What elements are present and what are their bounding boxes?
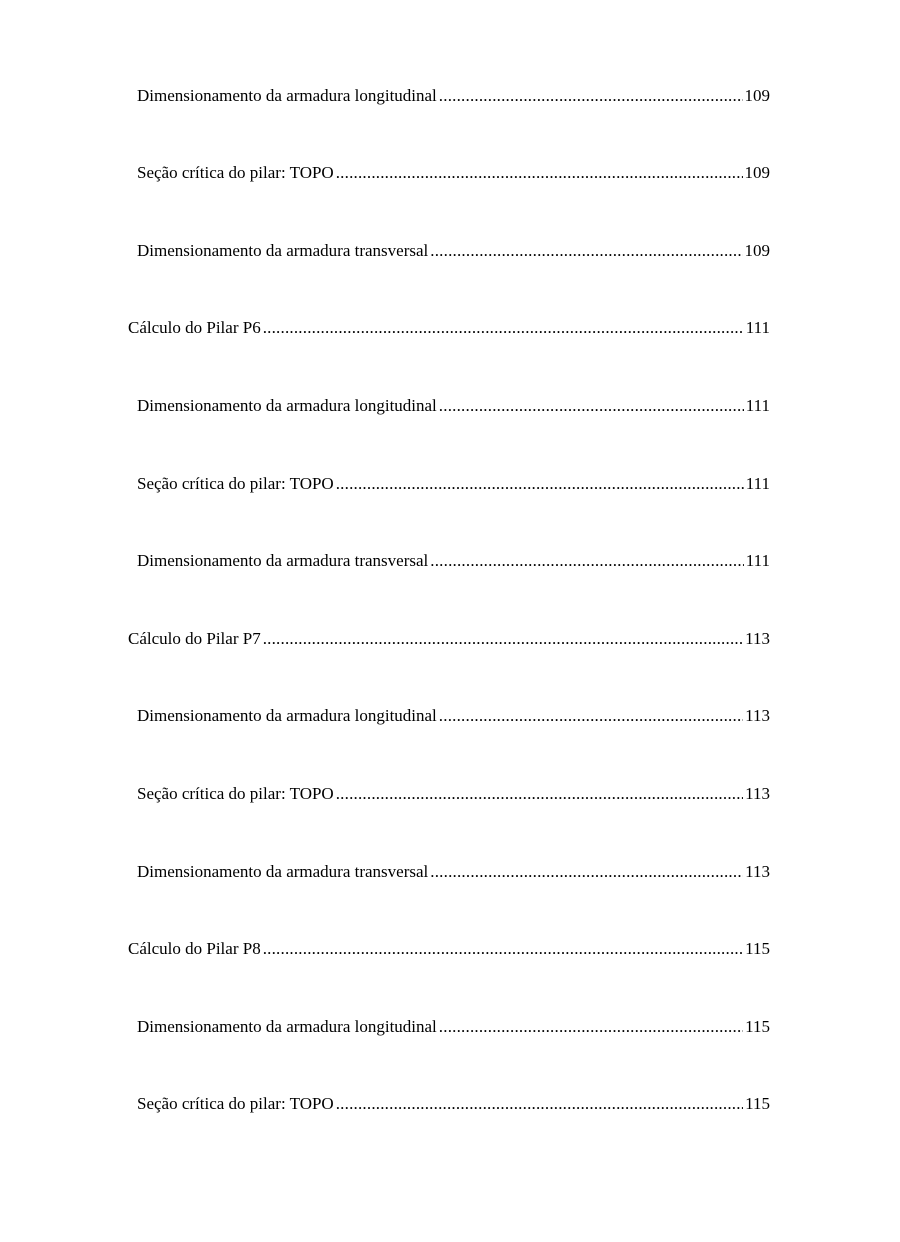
toc-dot-leader [263,937,743,961]
toc-page-number: 111 [745,474,770,493]
toc-entry-title: Dimensionamento da armadura transversal [137,241,429,260]
toc-dot-leader [263,627,743,651]
toc-dot-leader [336,782,743,806]
toc-dot-leader [439,394,744,418]
toc-entry-title: Seção crítica do pilar: TOPO [137,474,334,493]
toc-dot-leader [439,704,743,728]
toc-entry[interactable] [137,704,770,728]
toc-entry-title: Dimensionamento da armadura longitudinal [137,1017,437,1036]
toc-entry-title: Dimensionamento da armadura transversal [137,551,429,570]
toc-entry[interactable] [137,1092,770,1116]
toc-entry[interactable] [128,627,770,651]
toc-page-number: 109 [744,163,770,182]
toc-entry-title: Cálculo do Pilar P8 [128,939,261,958]
toc-page-number: 113 [745,629,770,648]
toc-page-number: 115 [745,1017,770,1036]
toc-entry[interactable] [137,549,770,573]
toc-dot-leader [430,239,742,263]
toc-entry[interactable] [137,84,770,108]
toc-entry-title: Seção crítica do pilar: TOPO [137,1094,334,1113]
toc-entry[interactable] [128,316,770,340]
toc-entry-title: Dimensionamento da armadura longitudinal [137,396,437,415]
toc-entry-title: Seção crítica do pilar: TOPO [137,163,334,182]
toc-entry-title: Cálculo do Pilar P7 [128,629,261,648]
toc-page-number: 113 [745,784,770,803]
toc-page-number: 111 [745,551,770,570]
toc-dot-leader [336,472,744,496]
toc-dot-leader [263,316,744,340]
toc-dot-leader [430,860,743,884]
toc-page-number: 113 [745,706,770,725]
toc-dot-leader [439,1015,743,1039]
toc-dot-leader [430,549,743,573]
toc-entry-title: Seção crítica do pilar: TOPO [137,784,334,803]
toc-entry[interactable] [137,394,770,418]
toc-entry-title: Cálculo do Pilar P6 [128,318,261,337]
toc-page-number: 111 [745,396,770,415]
toc-dot-leader [336,1092,743,1116]
toc-entry[interactable] [137,161,770,185]
toc-page-number: 109 [744,86,770,105]
toc-entry[interactable] [137,1015,770,1039]
toc-entry[interactable] [137,239,770,263]
toc-entry-title: Dimensionamento da armadura longitudinal [137,86,437,105]
toc-entry-title: Dimensionamento da armadura transversal [137,862,429,881]
toc-page-number: 111 [745,318,770,337]
toc-page-number: 109 [744,241,770,260]
toc-entry-title: Dimensionamento da armadura longitudinal [137,706,437,725]
toc-entry[interactable] [128,937,770,961]
toc-page-number: 115 [745,939,770,958]
toc-entry[interactable] [137,472,770,496]
toc-page-number: 113 [745,862,770,881]
toc-page-number: 115 [745,1094,770,1113]
toc-dot-leader [439,84,743,108]
toc-entry[interactable] [137,782,770,806]
toc-dot-leader [336,161,743,185]
toc-entry[interactable] [137,860,770,884]
